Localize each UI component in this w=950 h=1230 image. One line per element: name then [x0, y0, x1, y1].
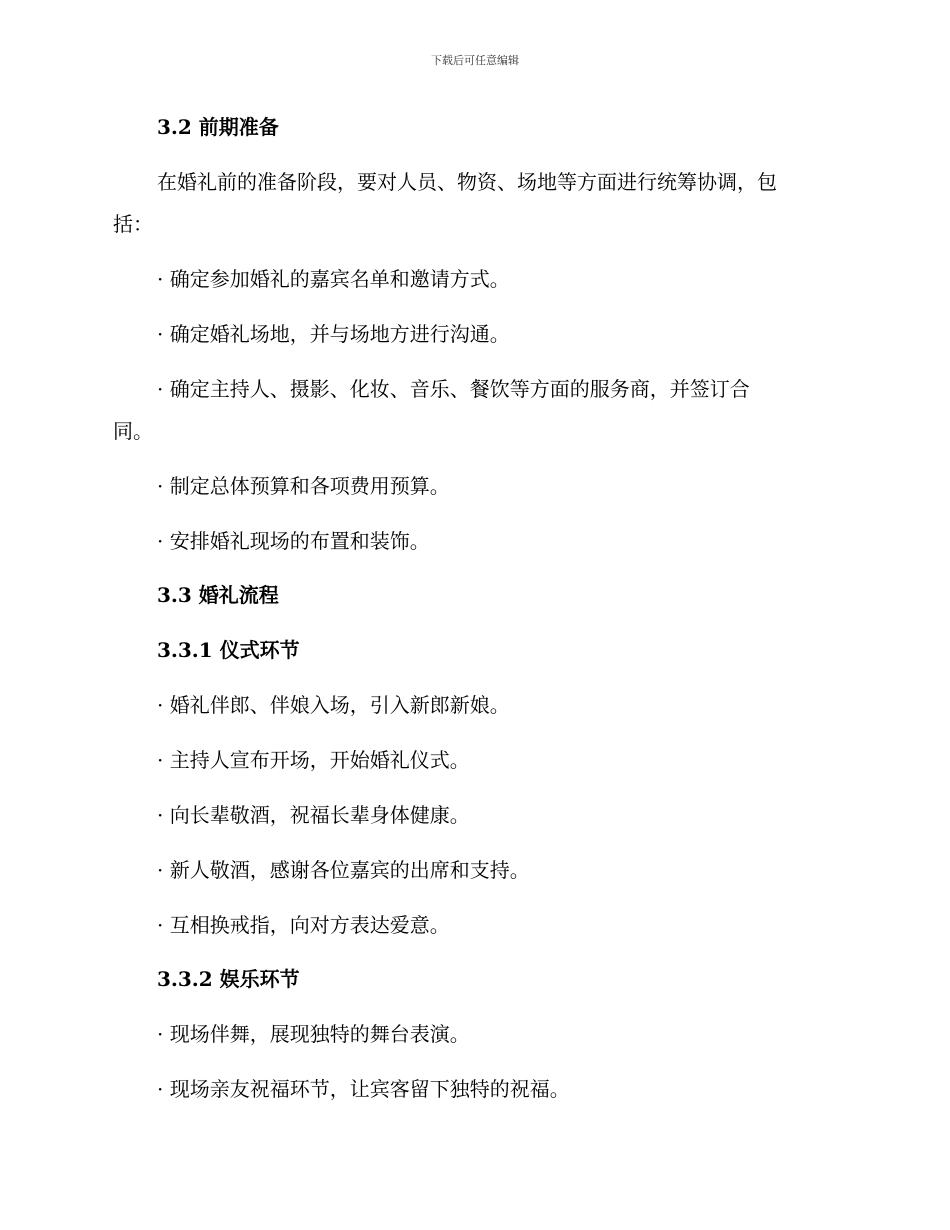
intro-paragraph-line-2: 括：	[113, 212, 153, 236]
list-item: · 新人敬酒，感谢各位嘉宾的出席和支持。	[157, 858, 530, 882]
list-item: · 现场伴舞，展现独特的舞台表演。	[157, 1022, 470, 1046]
list-item: · 确定婚礼场地，并与场地方进行沟通。	[157, 322, 510, 346]
list-item: · 确定主持人、摄影、化妆、音乐、餐饮等方面的服务商，并签订合	[157, 377, 750, 401]
section-heading-3-3: 3.3 婚礼流程	[157, 583, 279, 607]
list-item: · 主持人宣布开场，开始婚礼仪式。	[157, 748, 470, 772]
subsection-heading-3-3-1: 3.3.1 仪式环节	[157, 638, 300, 662]
list-item: · 安排婚礼现场的布置和装饰。	[157, 529, 430, 553]
list-item: · 互相换戒指，向对方表达爱意。	[157, 913, 450, 937]
list-item: · 确定参加婚礼的嘉宾名单和邀请方式。	[157, 267, 510, 291]
list-item-continuation: 同。	[113, 419, 153, 443]
subsection-heading-3-3-2: 3.3.2 娱乐环节	[157, 967, 300, 991]
intro-paragraph-line-1: 在婚礼前的准备阶段，要对人员、物资、场地等方面进行统筹协调，包	[157, 170, 777, 194]
page-header: 下载后可任意编辑	[431, 54, 519, 67]
list-item: · 向长辈敬酒，祝福长辈身体健康。	[157, 803, 470, 827]
section-heading-3-2: 3.2 前期准备	[157, 115, 279, 139]
list-item: · 制定总体预算和各项费用预算。	[157, 474, 450, 498]
list-item: · 婚礼伴郎、伴娘入场，引入新郎新娘。	[157, 693, 510, 717]
list-item: · 现场亲友祝福环节，让宾客留下独特的祝福。	[157, 1077, 570, 1101]
